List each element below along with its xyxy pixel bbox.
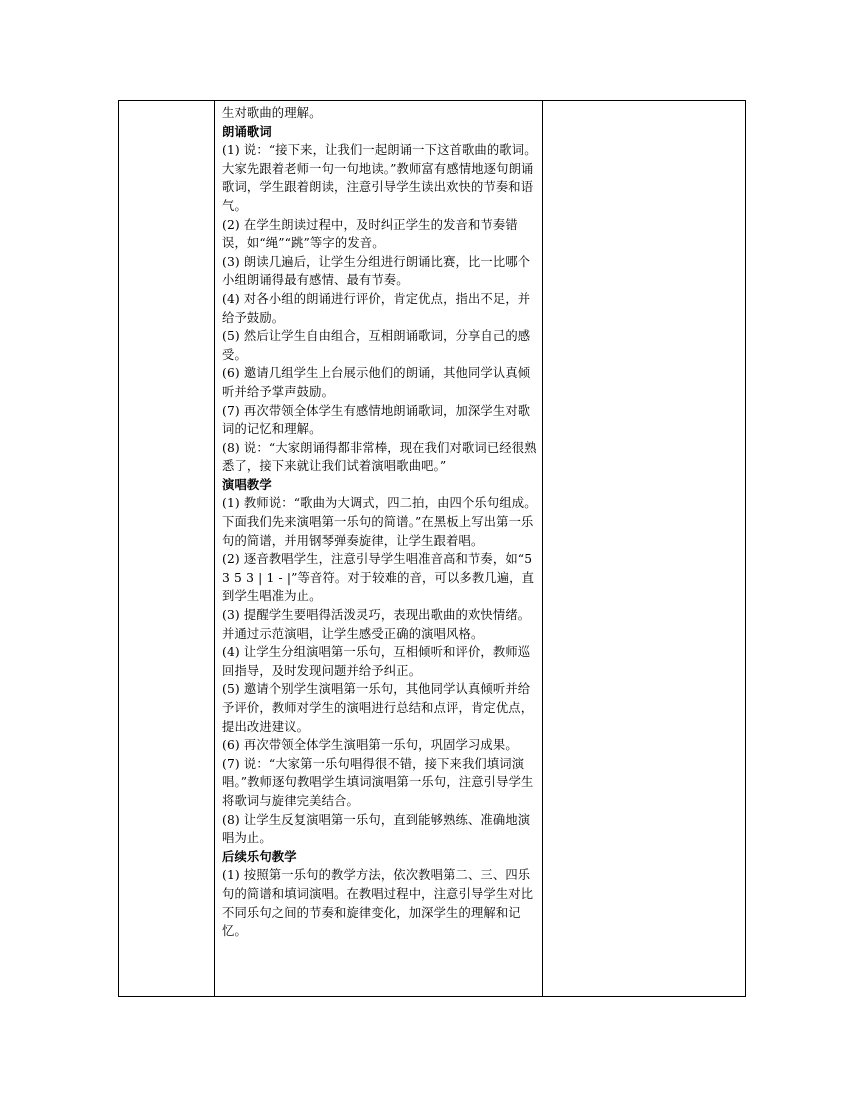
list-item: (6) 再次带领全体学生演唱第一乐句，巩固学习成果。 (222, 738, 518, 753)
list-item: (1) 教师说：“歌曲为大调式，四二拍，由四个乐句组成。下面我们先来演唱第一乐句的简谱。”在黑板上写出第一乐句的简谱，并用钢琴弹奏旋律，让学生跟着唱。 (222, 496, 537, 548)
list-item: (3) 提醒学生要唱得活泼灵巧，表现出歌曲的欢快情绪。并通过示范演唱，让学生感受正确的演唱风格。 (222, 608, 531, 641)
list-item: (4) 对各小组的朗诵进行评价，肯定优点，指出不足，并给予鼓励。 (222, 291, 531, 325)
list-item: (2) 在学生朗读过程中，及时纠正学生的发音和节奏错误，如“绳”“跳”等字的发音。 (222, 217, 518, 251)
section-heading-recitation: 朗诵歌词 (222, 124, 272, 139)
section-heading-singing: 演唱教学 (222, 477, 272, 492)
intro-text: 生对歌曲的理解。 (222, 106, 322, 120)
lesson-content (215, 101, 542, 941)
lesson-plan-table (118, 100, 746, 997)
list-item: (5) 然后让学生自由组合，互相朗诵歌词，分享自己的感受。 (222, 329, 531, 362)
list-item: (7) 说：“大家第一乐句唱得很不错，接下来我们填词演唱。”教师逐句教唱学生填词演唱第一乐句，注意引导学生将歌词与旋律完美结合。 (222, 756, 534, 808)
right-column-cell (543, 101, 746, 997)
list-item: (1) 按照第一乐句的教学方法，依次教唱第二、三、四乐句的简谱和填词演唱。在教唱过程中，注意引导学生对比不同乐句之间的节奏和旋律变化，加深学生的理解和记忆。 (222, 868, 534, 939)
list-item: (3) 朗读几遍后，让学生分组进行朗诵比赛，比一比哪个小组朗诵得最有感情、最有节奏。 (222, 254, 531, 288)
list-item: (2) 逐音教唱学生，注意引导学生唱准音高和节奏，如“5 3 5 3 | 1 - |”等音符。对于较难的音，可以多教几遍，直到学生唱准为止。 (222, 552, 535, 604)
left-column-cell (119, 101, 215, 997)
list-item: (8) 让学生反复演唱第一乐句，直到能够熟练、准确地演唱为止。 (222, 812, 531, 846)
list-item: (4) 让学生分组演唱第一乐句，互相倾听和评价，教师巡回指导，及时发现问题并给予纠正。 (222, 645, 531, 678)
list-item: (5) 邀请个别学生演唱第一乐句，其他同学认真倾听并给予评价，教师对学生的演唱进行总结和点评，肯定优点，提出改进建议。 (222, 682, 534, 734)
list-item: (1) 说：“接下来，让我们一起朗诵一下这首歌曲的歌词。大家先跟着老师一句一句地读。”教师富有感情地逐句朗诵歌词，学生跟着朗读，注意引导学生读出欢快的节奏和语气。 (222, 143, 537, 213)
list-item: (8) 说：“大家朗诵得都非常棒，现在我们对歌词已经很熟悉了，接下来就让我们试着演唱歌曲吧。” (222, 440, 537, 474)
table-row (119, 101, 746, 997)
list-item: (7) 再次带领全体学生有感情地朗诵歌词，加深学生对歌词的记忆和理解。 (222, 403, 531, 437)
section-heading-subsequent-phrases: 后续乐句教学 (222, 849, 297, 864)
list-item: (6) 邀请几组学生上台展示他们的朗诵，其他同学认真倾听并给予掌声鼓励。 (222, 366, 531, 399)
content-column-cell (215, 101, 543, 997)
